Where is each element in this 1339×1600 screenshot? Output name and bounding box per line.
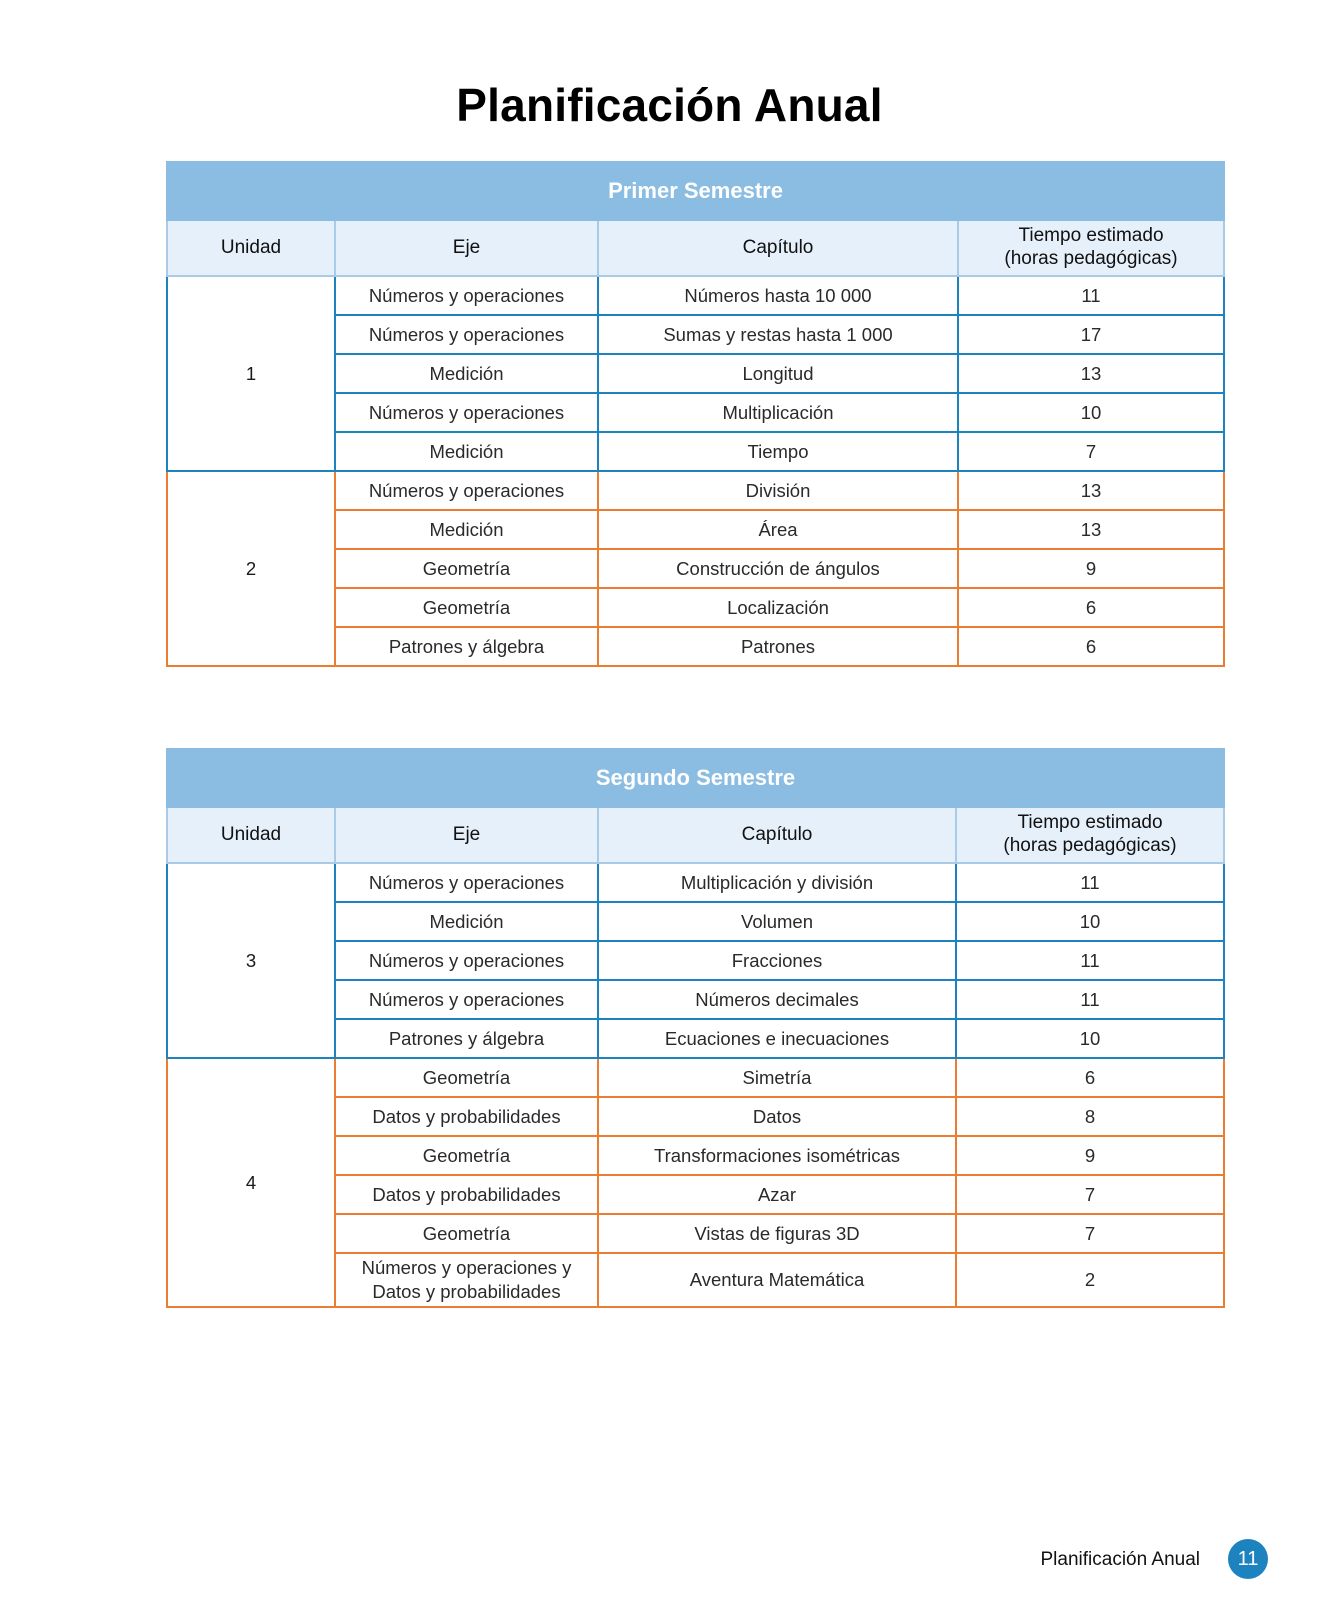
capitulo-cell: Tiempo bbox=[598, 432, 958, 471]
tiempo-cell: 6 bbox=[958, 588, 1224, 627]
capitulo-cell: Multiplicación bbox=[598, 393, 958, 432]
column-header-tiempo bbox=[958, 220, 1224, 276]
eje-cell: Números y operaciones bbox=[335, 276, 598, 315]
tiempo-cell: 8 bbox=[956, 1097, 1224, 1136]
semester-title: Primer Semestre bbox=[167, 162, 1224, 220]
tiempo-cell: 9 bbox=[956, 1136, 1224, 1175]
tiempo-cell: 7 bbox=[956, 1175, 1224, 1214]
column-header-tiempo-line2: (horas pedagógicas) bbox=[1003, 835, 1177, 856]
eje-cell: Números y operaciones bbox=[335, 941, 598, 980]
eje-cell: Números y operaciones bbox=[335, 863, 598, 902]
capitulo-cell: Números hasta 10 000 bbox=[598, 276, 958, 315]
capitulo-cell: Área bbox=[598, 510, 958, 549]
tiempo-cell: 10 bbox=[958, 393, 1224, 432]
tiempo-cell: 9 bbox=[958, 549, 1224, 588]
tiempo-cell: 11 bbox=[956, 941, 1224, 980]
capitulo-cell: División bbox=[598, 471, 958, 510]
tiempo-cell: 11 bbox=[958, 276, 1224, 315]
tiempo-cell: 7 bbox=[956, 1214, 1224, 1253]
capitulo-cell: Multiplicación y división bbox=[598, 863, 956, 902]
tiempo-cell: 2 bbox=[956, 1253, 1224, 1307]
footer-label: Planificación Anual bbox=[1040, 1549, 1200, 1570]
table-row bbox=[167, 863, 1224, 902]
column-header-tiempo-line2: (horas pedagógicas) bbox=[1004, 248, 1178, 269]
tiempo-cell: 6 bbox=[958, 627, 1224, 666]
capitulo-cell: Azar bbox=[598, 1175, 956, 1214]
page-title: Planificación Anual bbox=[456, 79, 883, 131]
column-header-unidad: Unidad bbox=[167, 220, 335, 276]
eje-cell: Medición bbox=[335, 354, 598, 393]
page-number-badge: 11 bbox=[1228, 1539, 1268, 1579]
tiempo-cell: 17 bbox=[958, 315, 1224, 354]
column-header-row bbox=[167, 220, 1224, 276]
tiempo-cell: 13 bbox=[958, 354, 1224, 393]
eje-cell-line1: Números y operaciones y bbox=[361, 1257, 572, 1279]
capitulo-cell: Volumen bbox=[598, 902, 956, 941]
eje-cell: Geometría bbox=[335, 1058, 598, 1097]
eje-cell bbox=[335, 1253, 598, 1307]
semester-title: Segundo Semestre bbox=[167, 749, 1224, 807]
eje-cell: Números y operaciones bbox=[335, 315, 598, 354]
capitulo-cell: Ecuaciones e inecuaciones bbox=[598, 1019, 956, 1058]
eje-cell: Patrones y álgebra bbox=[335, 627, 598, 666]
capitulo-cell: Patrones bbox=[598, 627, 958, 666]
tiempo-cell: 11 bbox=[956, 980, 1224, 1019]
tiempo-cell: 13 bbox=[958, 510, 1224, 549]
eje-cell: Medición bbox=[335, 432, 598, 471]
tiempo-cell: 7 bbox=[958, 432, 1224, 471]
tiempo-cell: 13 bbox=[958, 471, 1224, 510]
column-header-tiempo-line1: Tiempo estimado bbox=[1017, 812, 1163, 834]
unit-number: 3 bbox=[167, 863, 335, 1058]
tiempo-cell: 10 bbox=[956, 902, 1224, 941]
column-header-tiempo-line1: Tiempo estimado bbox=[1018, 225, 1164, 247]
eje-cell: Números y operaciones bbox=[335, 471, 598, 510]
column-header-unidad: Unidad bbox=[167, 807, 335, 863]
tiempo-cell: 11 bbox=[956, 863, 1224, 902]
column-header-eje: Eje bbox=[335, 220, 598, 276]
eje-cell: Números y operaciones bbox=[335, 980, 598, 1019]
capitulo-cell: Datos bbox=[598, 1097, 956, 1136]
table-row bbox=[167, 471, 1224, 510]
eje-cell: Geometría bbox=[335, 1136, 598, 1175]
second-semester-table bbox=[166, 748, 1225, 1308]
capitulo-cell: Sumas y restas hasta 1 000 bbox=[598, 315, 958, 354]
table-row bbox=[167, 276, 1224, 315]
eje-cell-line2: Datos y probabilidades bbox=[372, 1281, 561, 1302]
capitulo-cell: Fracciones bbox=[598, 941, 956, 980]
eje-cell: Datos y probabilidades bbox=[335, 1097, 598, 1136]
eje-cell: Medición bbox=[335, 902, 598, 941]
eje-cell: Geometría bbox=[335, 549, 598, 588]
capitulo-cell: Transformaciones isométricas bbox=[598, 1136, 956, 1175]
eje-cell: Geometría bbox=[335, 1214, 598, 1253]
column-header-capitulo: Capítulo bbox=[598, 220, 958, 276]
capitulo-cell: Aventura Matemática bbox=[598, 1253, 956, 1307]
unit-number: 1 bbox=[167, 276, 335, 471]
capitulo-cell: Simetría bbox=[598, 1058, 956, 1097]
unit-number: 4 bbox=[167, 1058, 335, 1307]
unit-number: 2 bbox=[167, 471, 335, 666]
tiempo-cell: 10 bbox=[956, 1019, 1224, 1058]
column-header-eje: Eje bbox=[335, 807, 598, 863]
tiempo-cell: 6 bbox=[956, 1058, 1224, 1097]
table-row bbox=[167, 1058, 1224, 1097]
first-semester-table bbox=[166, 161, 1225, 667]
eje-cell: Geometría bbox=[335, 588, 598, 627]
capitulo-cell: Construcción de ángulos bbox=[598, 549, 958, 588]
capitulo-cell: Vistas de figuras 3D bbox=[598, 1214, 956, 1253]
eje-cell: Patrones y álgebra bbox=[335, 1019, 598, 1058]
column-header-capitulo: Capítulo bbox=[598, 807, 956, 863]
capitulo-cell: Números decimales bbox=[598, 980, 956, 1019]
eje-cell: Medición bbox=[335, 510, 598, 549]
capitulo-cell: Longitud bbox=[598, 354, 958, 393]
eje-cell: Datos y probabilidades bbox=[335, 1175, 598, 1214]
capitulo-cell: Localización bbox=[598, 588, 958, 627]
column-header-tiempo bbox=[956, 807, 1224, 863]
eje-cell: Números y operaciones bbox=[335, 393, 598, 432]
column-header-row bbox=[167, 807, 1224, 863]
